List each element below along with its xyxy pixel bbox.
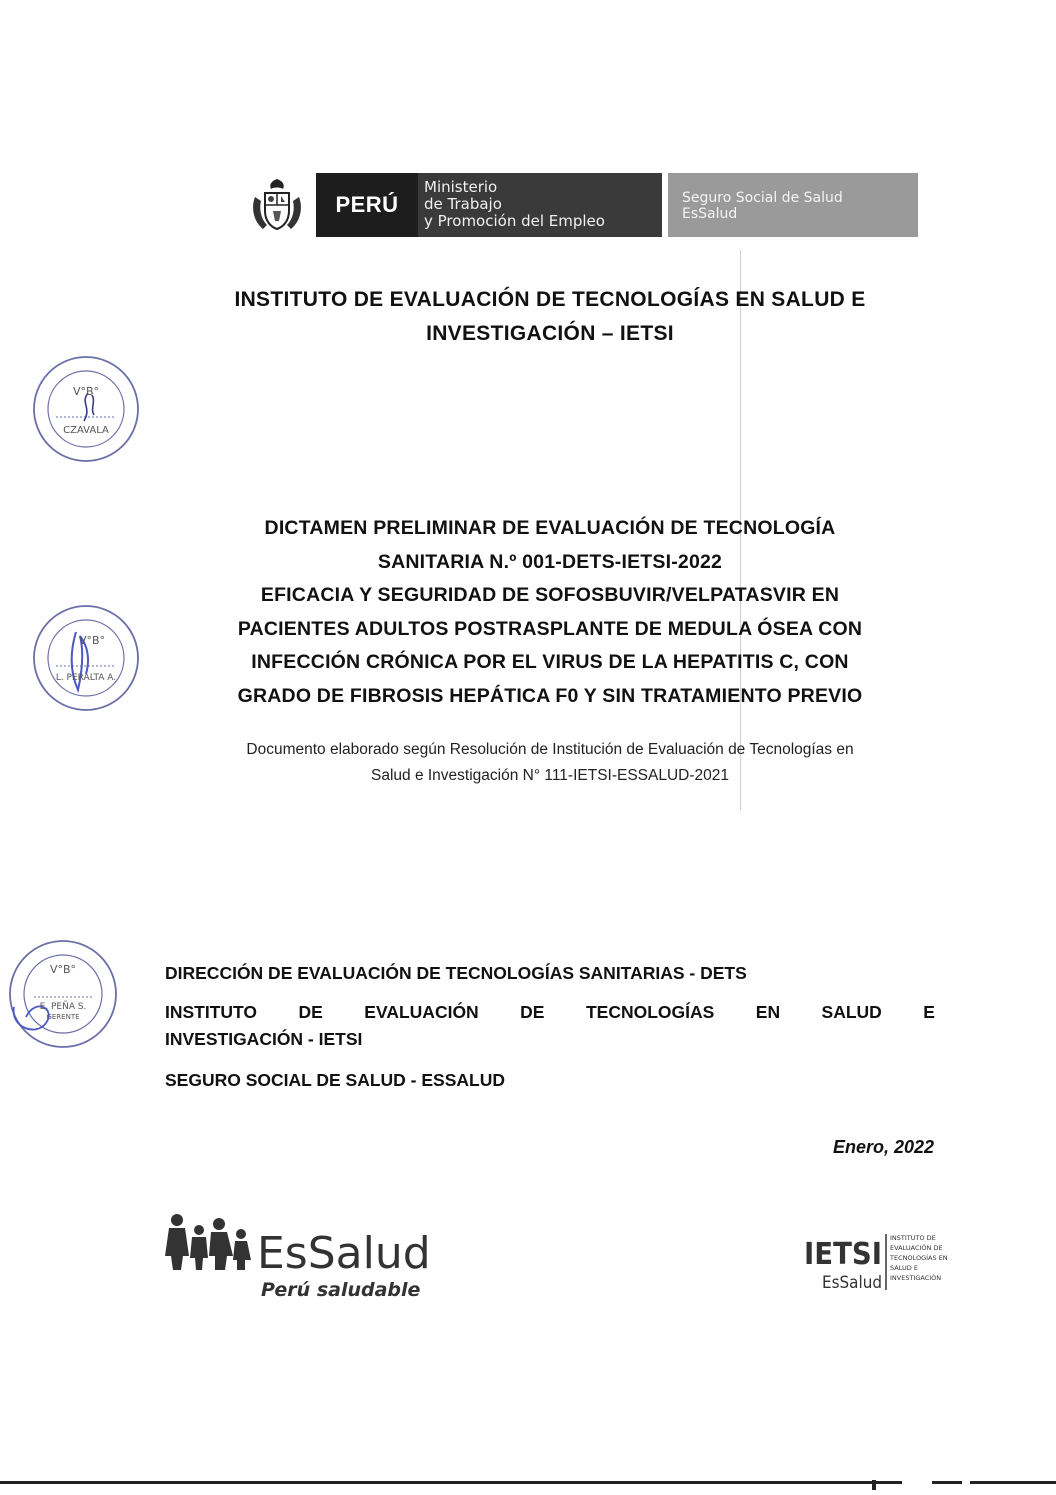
word: DE — [520, 1002, 545, 1022]
ministry-line: y Promoción del Empleo — [424, 212, 605, 230]
family-icon — [165, 1214, 251, 1270]
direction-line-justified — [165, 999, 935, 1026]
institute-title-line: INVESTIGACIÓN – IETSI — [426, 322, 674, 345]
word: DE — [298, 1002, 323, 1022]
peru-label: PERÚ — [316, 173, 418, 237]
agency-line: Seguro Social de Salud — [682, 190, 843, 206]
essalud-logo — [165, 1210, 465, 1310]
dictamen-line: SANITARIA N.º 001-DETS-IETSI-2022 — [377, 550, 723, 573]
dictamen-line: INFECCIÓN CRÓNICA POR EL VIRUS DE LA HEPATITIS C, CON — [251, 651, 849, 673]
direction-block — [165, 960, 935, 1094]
ministry-label — [418, 173, 662, 237]
dictamen-line: EFICACIA Y SEGURIDAD DE SOFOSBUVIR/VELPATASVIR EN — [260, 584, 840, 606]
peru-coat-of-arms-icon — [238, 173, 316, 237]
stamp-vb: V°B° — [78, 634, 106, 647]
ietsi-desc-line: EVALUACIÓN DE — [890, 1244, 943, 1252]
stamp-vb: V°B° — [72, 385, 100, 398]
agency-label — [668, 173, 918, 237]
ministry-line: Ministerio — [424, 178, 498, 196]
document-date: Enero, 2022 — [832, 1137, 934, 1157]
ietsi-desc-line: TECNOLOGÍAS EN — [890, 1254, 948, 1262]
approval-stamp — [30, 602, 142, 714]
document-note — [150, 737, 950, 789]
document-note-line: Documento elaborado según Resolución de Institución de Evaluación de Tecnologías en — [246, 741, 854, 758]
word: EVALUACIÓN — [364, 1002, 479, 1022]
stamp-name: L. PERALTA A. — [55, 673, 117, 683]
institute-title — [150, 283, 950, 351]
ietsi-sub: EsSalud — [822, 1273, 882, 1293]
word: E — [923, 1002, 935, 1022]
ministry-line: de Trabajo — [424, 195, 502, 213]
ietsi-desc-line: INSTITUTO DE — [890, 1234, 936, 1242]
direction-line: SEGURO SOCIAL DE SALUD - ESSALUD — [165, 1070, 505, 1090]
word: SALUD — [821, 1002, 882, 1022]
stamp-role: GERENTE — [46, 1013, 80, 1021]
dictamen-title — [150, 512, 950, 713]
stamp-vb: V°B° — [49, 963, 77, 976]
institute-title-line: INSTITUTO DE EVALUACIÓN DE TECNOLOGÍAS EN SALUD E — [234, 288, 866, 311]
word: EN — [755, 1002, 781, 1022]
stamp-name: CZAVALA — [63, 425, 109, 436]
essalud-wordmark: EsSalud — [257, 1228, 431, 1279]
ietsi-desc-line: INVESTIGACIÓN — [890, 1274, 942, 1282]
word: INSTITUTO — [165, 1002, 258, 1022]
scan-edge-marks — [862, 1477, 1056, 1487]
essalud-tagline: Perú saludable — [261, 1279, 421, 1301]
document-note-line: Salud e Investigación N° 111-IETSI-ESSALUD-2021 — [371, 767, 729, 784]
stamp-name: E. PEÑA S. — [39, 1002, 87, 1012]
agency-line: EsSalud — [682, 206, 738, 222]
approval-stamp — [6, 937, 120, 1051]
ietsi-desc-line: SALUD E — [890, 1264, 918, 1272]
approval-stamp — [30, 353, 142, 465]
ietsi-logo — [800, 1228, 960, 1298]
direction-line: DIRECCIÓN DE EVALUACIÓN DE TECNOLOGÍAS SANITARIAS - DETS — [165, 963, 747, 983]
dictamen-line: DICTAMEN PRELIMINAR DE EVALUACIÓN DE TECNOLOGÍA — [264, 517, 836, 539]
dictamen-line: GRADO DE FIBROSIS HEPÁTICA F0 Y SIN TRATAMIENTO PREVIO — [237, 684, 863, 707]
word: TECNOLOGÍAS — [585, 1002, 715, 1022]
dictamen-line: PACIENTES ADULTOS POSTRASPLANTE DE MEDULA ÓSEA CON — [237, 617, 863, 640]
government-header — [238, 173, 918, 237]
direction-line: INVESTIGACIÓN - IETSI — [165, 1029, 363, 1049]
ietsi-wordmark: IETSI — [804, 1237, 882, 1272]
